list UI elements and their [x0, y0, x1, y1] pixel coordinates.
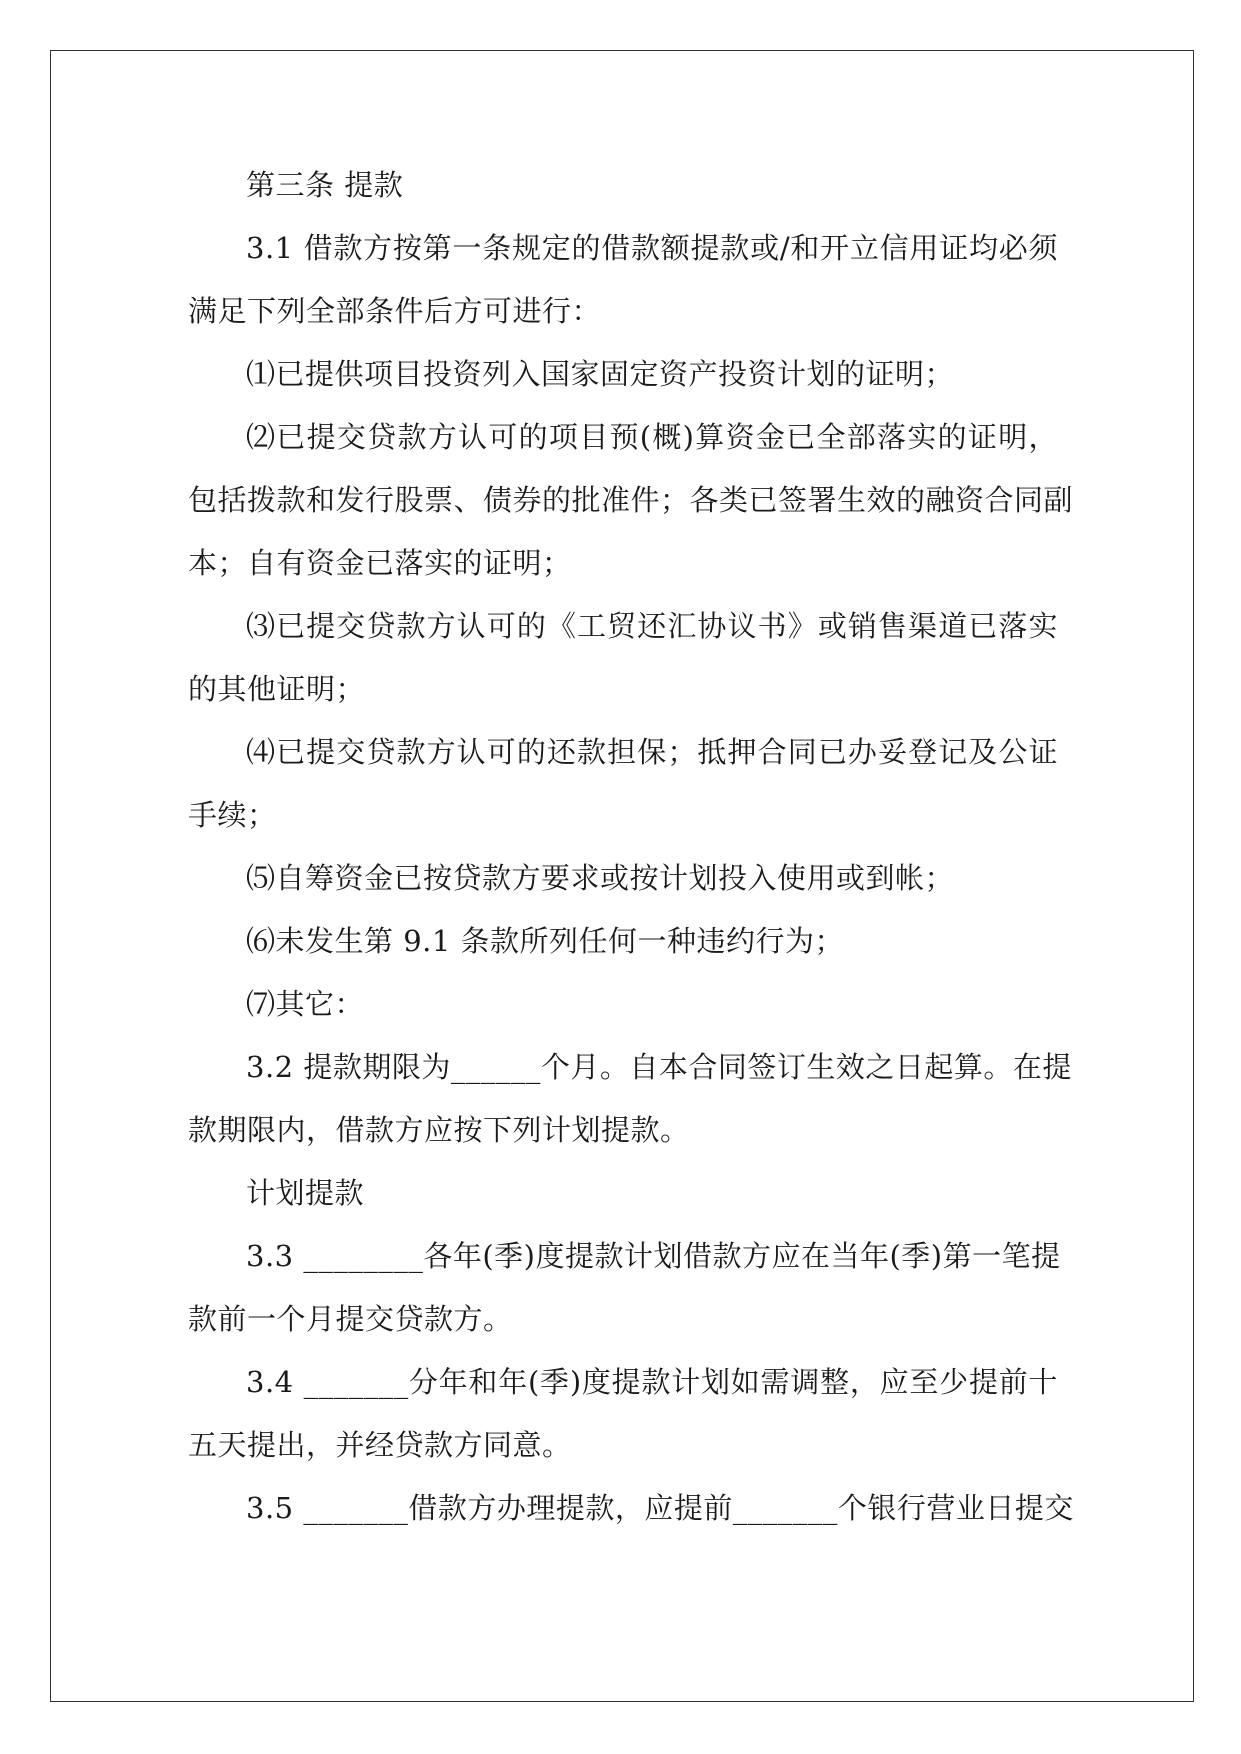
condition-6: ⑹未发生第 9.1 条款所列任何一种违约行为；: [246, 924, 845, 958]
condition-5: ⑸自筹资金已按贷款方要求或按计划投入使用或到帐；: [246, 861, 955, 895]
clause-3-3-line-2: 款前一个月提交贷款方。: [188, 1302, 513, 1336]
condition-4-line-2: 手续；: [188, 798, 277, 832]
article-heading: 第三条 提款: [246, 168, 404, 202]
clause-3-3-line-1: 3.3 ________各年(季)度提款计划借款方应在当年(季)第一笔提: [246, 1239, 1061, 1273]
clause-3-4-line-1: 3.4 _______分年和年(季)度提款计划如需调整，应至少提前十: [246, 1365, 1058, 1399]
condition-2-line-3: 本；自有资金已落实的证明；: [188, 546, 572, 580]
condition-1: ⑴已提供项目投资列入国家固定资产投资计划的证明；: [246, 357, 955, 391]
clause-3-4-line-2: 五天提出，并经贷款方同意。: [188, 1428, 572, 1462]
clause-3-1-line-1: 3.1 借款方按第一条规定的借款额提款或/和开立信用证均必须: [246, 231, 1058, 265]
condition-3-line-1: ⑶已提交贷款方认可的《工贸还汇协议书》或销售渠道已落实: [246, 609, 1058, 643]
clause-3-2-line-1: 3.2 提款期限为______个月。自本合同签订生效之日起算。在提: [246, 1050, 1072, 1084]
condition-4-line-1: ⑷已提交贷款方认可的还款担保；抵押合同已办妥登记及公证: [246, 735, 1058, 769]
condition-7: ⑺其它：: [246, 987, 365, 1021]
clause-3-1-line-2: 满足下列全部条件后方可进行：: [188, 294, 602, 328]
condition-3-line-2: 的其他证明；: [188, 672, 366, 706]
clause-3-2-line-2: 款期限内，借款方应按下列计划提款。: [188, 1113, 690, 1147]
condition-2-line-2: 包括拨款和发行股票、债券的批准件；各类已签署生效的融资合同副: [188, 483, 1074, 517]
plan-heading: 计划提款: [246, 1176, 365, 1210]
clause-3-5-line-1: 3.5 _______借款方办理提款，应提前_______个银行营业日提交: [246, 1491, 1074, 1525]
condition-2-line-1: ⑵已提交贷款方认可的项目预(概)算资金已全部落实的证明，: [246, 420, 1058, 454]
